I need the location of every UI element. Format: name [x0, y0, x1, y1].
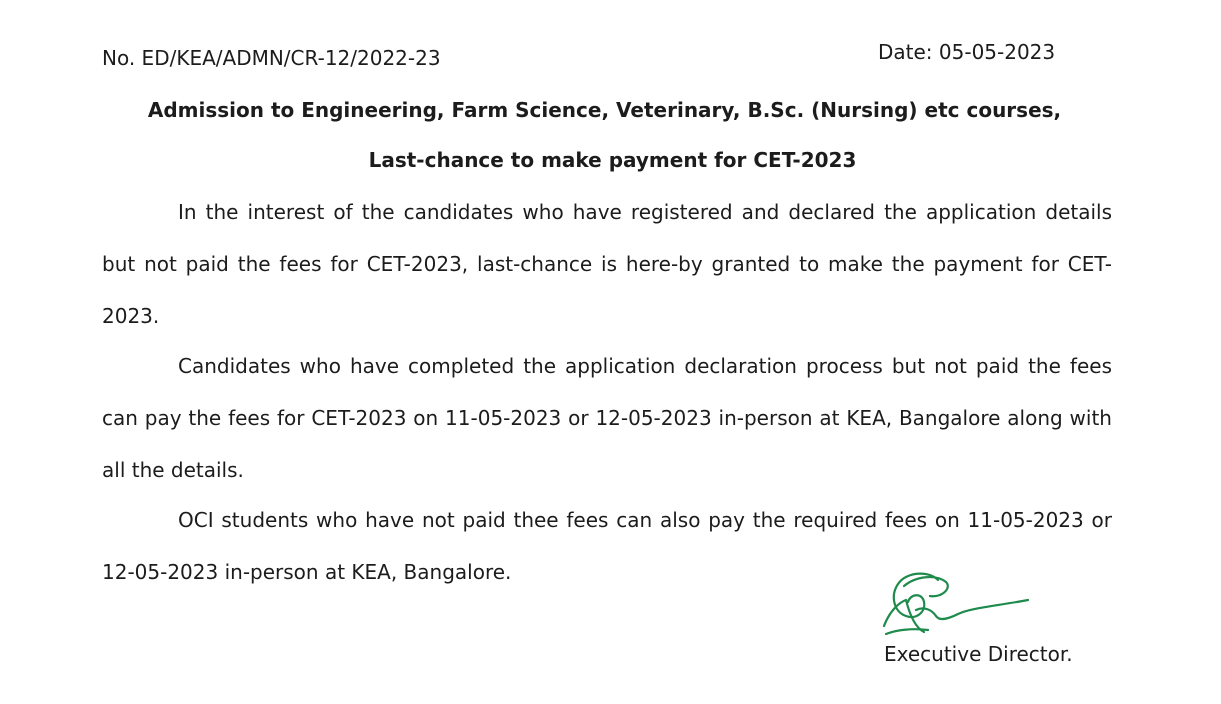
reference-number: No. ED/KEA/ADMN/CR-12/2022-23 — [102, 46, 441, 70]
paragraph-1: In the interest of the candidates who have registered and declared the application details but not paid the fees for CET-2023, last-chance is here-by granted to make the payment for CET-2023. — [102, 200, 1112, 328]
paragraph-2: Candidates who have completed the application declaration process but not paid the fees can pay the fees for CET-2023 on 11-05-2023 or 12-05-2023 in-person at KEA, Bangalore along with all the details. — [102, 354, 1112, 482]
notice-title-line-2: Last-chance to make payment for CET-2023 — [368, 148, 857, 172]
signature-image — [876, 566, 1046, 646]
notice-title-line-1: Admission to Engineering, Farm Science, Veterinary, B.Sc. (Nursing) etc courses, — [147, 98, 1062, 122]
paragraph-3: OCI students who have not paid thee fees can also pay the required fees on 11-05-2023 or 12-05-2023 in-person at KEA, Bangalore. — [102, 508, 1112, 584]
signatory-designation: Executive Director. — [884, 642, 1073, 666]
notice-date: Date: 05-05-2023 — [878, 40, 1056, 64]
